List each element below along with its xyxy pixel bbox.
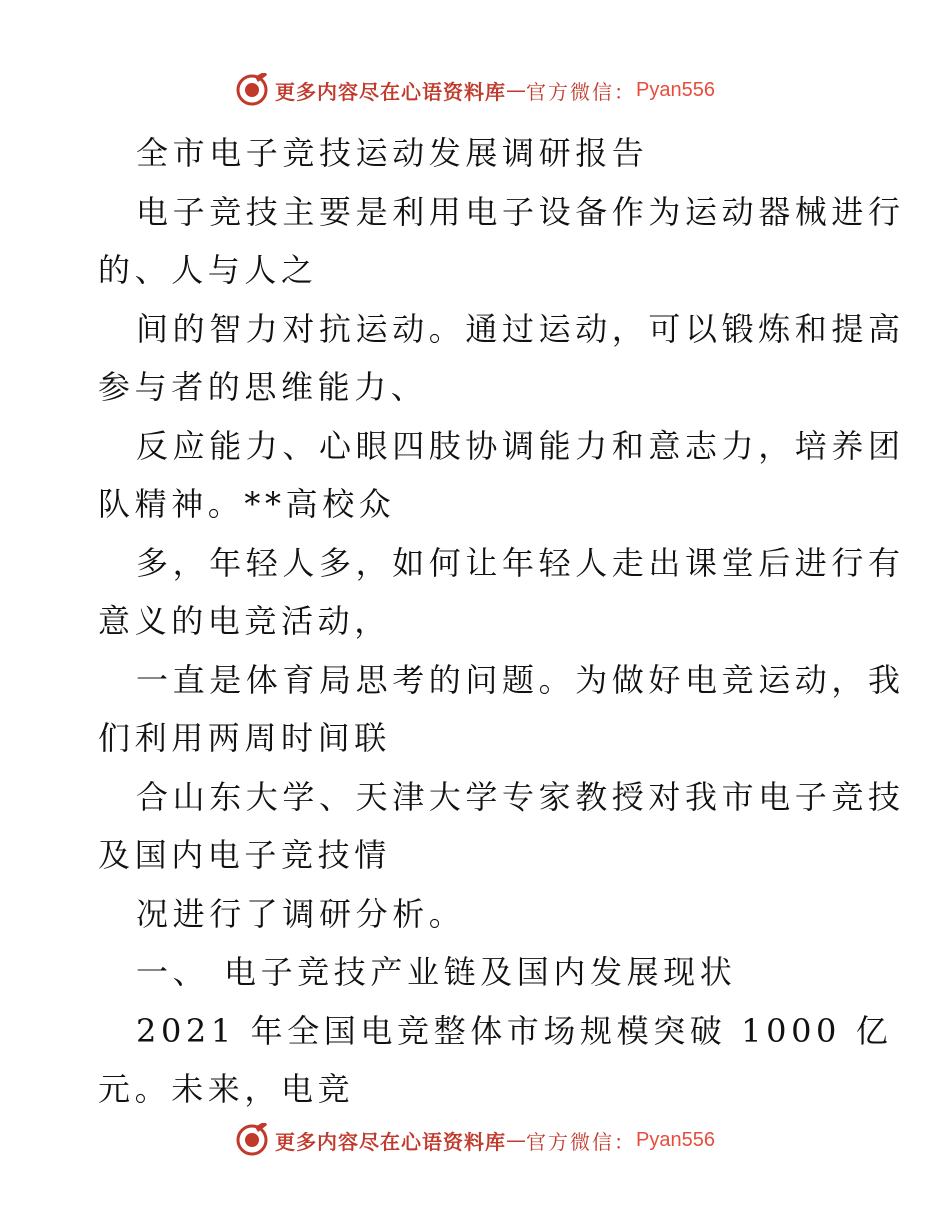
paragraph-line: 参与者的思维能力、 <box>98 368 428 406</box>
document-body <box>98 124 905 1119</box>
watermark-banner-top <box>0 70 950 110</box>
paragraph-line: 的、人与人之 <box>98 251 318 289</box>
paragraph-line: 2021 年全国电竞整体市场规模突破 1000 亿 <box>136 1011 893 1050</box>
watermark-official-label: 官方微信： <box>526 79 637 104</box>
paragraph-line: 元。未来，电竞 <box>98 1070 355 1108</box>
paragraph-line: 多，年轻人多，如何让年轻人走出课堂后进行有 <box>136 543 905 582</box>
watermark-dash: — <box>506 1128 527 1152</box>
paragraph-line: 一直是体育局思考的问题。为做好电竞运动，我 <box>136 660 905 699</box>
paragraph-line: 电子竞技主要是利用电子设备作为运动器械进行 <box>136 192 905 231</box>
paragraph-line: 们利用两周时间联 <box>98 719 391 757</box>
paragraph-line: 反应能力、心眼四肢协调能力和意志力，培养团 <box>136 426 905 465</box>
watermark-wechat-id: Pyan556 <box>636 78 715 101</box>
watermark-banner-bottom <box>0 1120 950 1160</box>
watermark-official-label: 官方微信： <box>526 1129 637 1154</box>
paragraph-line: 意义的电竞活动， <box>98 602 391 640</box>
paragraph-line: 况进行了调研分析。 <box>136 894 466 933</box>
watermark-dash: — <box>506 78 527 102</box>
paragraph-line: 队精神。**高校众 <box>98 485 396 523</box>
paragraph-line: 间的智力对抗运动。通过运动，可以锻炼和提高 <box>136 309 905 348</box>
pen-seal-icon <box>235 1123 269 1157</box>
watermark-wechat-id: Pyan556 <box>636 1128 715 1151</box>
pen-seal-icon <box>235 73 269 107</box>
watermark-brand: 更多内容尽在心语资料库 <box>275 79 507 104</box>
document-title: 全市电子竞技运动发展调研报告 <box>136 134 649 172</box>
watermark-brand: 更多内容尽在心语资料库 <box>275 1129 507 1154</box>
paragraph-line: 及国内电子竞技情 <box>98 836 391 874</box>
paragraph-line: 一、 电子竞技产业链及国内发展现状 <box>136 953 737 991</box>
paragraph-line: 合山东大学、天津大学专家教授对我市电子竞技 <box>136 777 905 816</box>
